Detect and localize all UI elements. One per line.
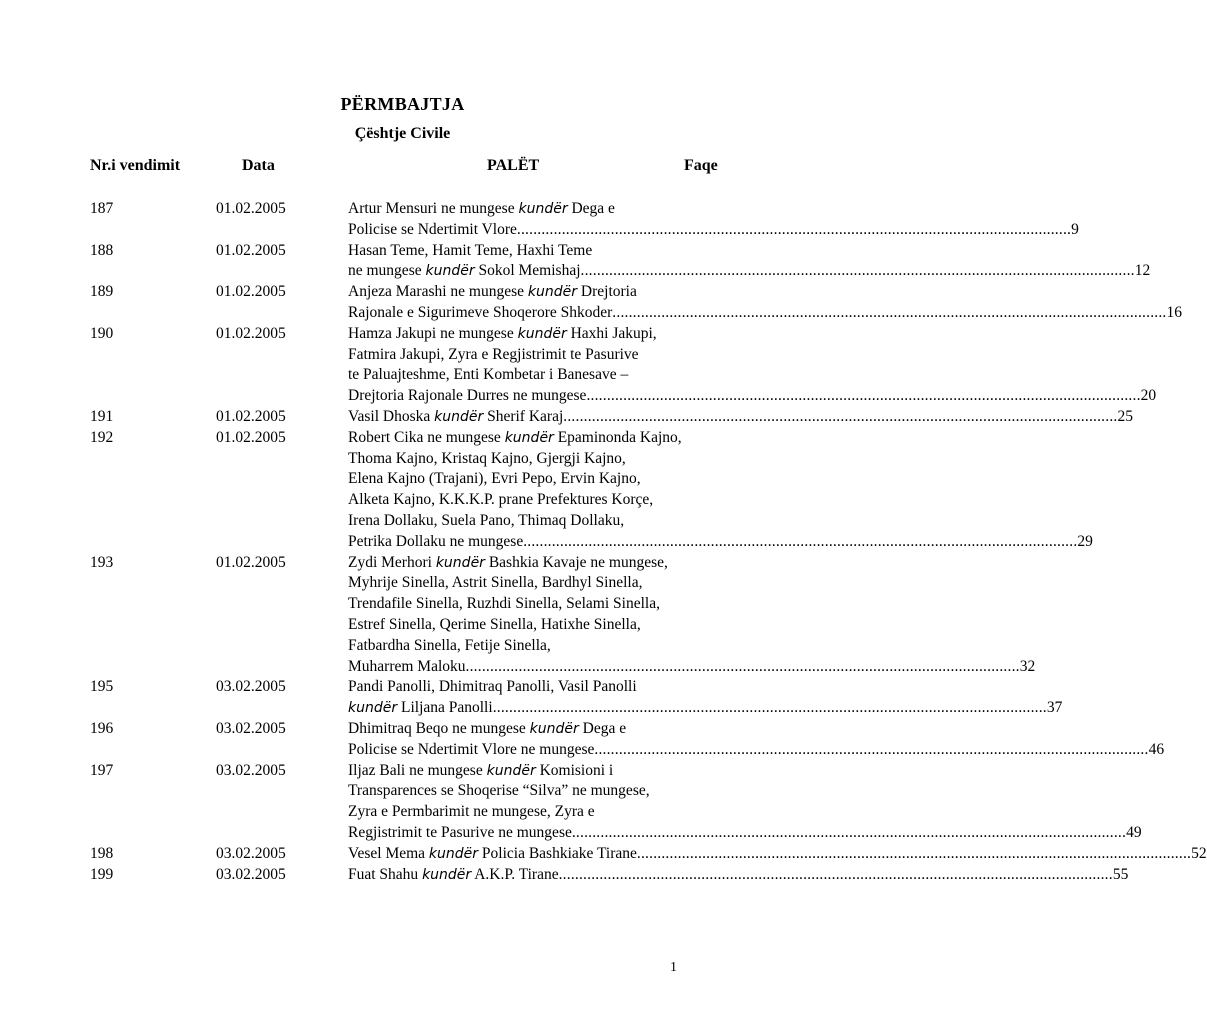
parties-line-text: [348, 386, 586, 407]
dot-leader: ........................................................................................................................................: [586, 387, 1141, 405]
decision-number: 188: [90, 241, 114, 259]
parties-line-text: [348, 657, 466, 678]
parties-line: [348, 865, 1129, 886]
parties-line-text: [348, 595, 660, 612]
parties-line-text: [348, 242, 592, 259]
parties-line-text: [348, 740, 594, 761]
parties-line: [348, 781, 722, 802]
table-row: [0, 241, 1151, 283]
page-reference: 9: [1071, 220, 1079, 238]
table-row: [0, 719, 1165, 761]
table-row: [0, 865, 1129, 886]
parties-line-text: [348, 574, 642, 591]
parties-line: [348, 324, 722, 345]
parties-line: [348, 677, 722, 698]
party-text: Epaminonda Kajno,: [553, 428, 682, 446]
decision-date: 03.02.2005: [216, 844, 286, 862]
parties-line: [348, 261, 1151, 282]
page-reference: 29: [1077, 532, 1093, 550]
parties-line-text: [348, 283, 637, 300]
party-text: Myhrije Sinella, Astrit Sinella, Bardhyl Sinella,: [348, 574, 643, 592]
parties-line: [348, 823, 1142, 844]
parties-line-text: [348, 220, 517, 241]
decision-number: 190: [90, 324, 114, 342]
parties-text: [348, 719, 1165, 761]
page-reference: 12: [1134, 262, 1151, 280]
parties-line: [348, 199, 722, 220]
table-row: [0, 324, 1157, 407]
table-row: [0, 553, 1036, 678]
party-text: Vesel Mema: [348, 844, 429, 862]
parties-line: [348, 844, 1207, 865]
parties-line: [348, 719, 722, 740]
kunder-word: kundër: [435, 554, 485, 571]
party-text: Pandi Panolli, Dhimitraq Panolli, Vasil Panolli: [348, 678, 637, 696]
party-text: ne mungese: [348, 262, 426, 280]
page-reference: 55: [1112, 865, 1129, 883]
parties-line-text: [348, 429, 682, 446]
parties-line-text: [348, 200, 615, 217]
party-text: te Paluajteshme, Enti Kombetar i Banesave –: [348, 366, 629, 384]
parties-line-text: [348, 261, 581, 282]
dot-leader: ........................................................................................................................................: [492, 699, 1047, 717]
kunder-word: kundër: [504, 429, 554, 446]
parties-line-text: [348, 470, 641, 487]
parties-line-text: [348, 303, 612, 324]
page-reference: 49: [1126, 823, 1142, 841]
party-text: Dega e: [578, 719, 627, 737]
party-text: Komisioni i: [535, 761, 614, 779]
parties-line: [348, 428, 722, 449]
parties-line-text: [348, 782, 650, 799]
decision-date: 01.02.2005: [216, 553, 286, 571]
parties-line: [348, 449, 722, 470]
page-reference: 20: [1140, 387, 1157, 405]
contents-list: [0, 199, 1207, 885]
table-row: [0, 428, 1093, 553]
kunder-word: kundër: [428, 845, 479, 862]
parties-line: [348, 573, 722, 594]
parties-line-text: [348, 325, 657, 342]
dot-leader: ........................................................................................................................................: [563, 407, 1118, 425]
parties-line-text: [348, 865, 559, 886]
kunder-word: kundër: [348, 700, 398, 717]
parties-line: [348, 345, 722, 366]
decision-date: 03.02.2005: [216, 678, 286, 696]
table-row: [0, 407, 1133, 428]
dot-leader: ........................................................................................................................................: [571, 823, 1127, 841]
dot-leader: ........................................................................................................................................: [612, 303, 1167, 321]
dot-leader: ........................................................................................................................................: [558, 865, 1113, 883]
header-palet: PALËT: [487, 157, 540, 174]
decision-date: 01.02.2005: [216, 324, 286, 342]
parties-line: [348, 594, 722, 615]
parties-text: [348, 761, 1142, 844]
parties-line: [348, 615, 722, 636]
page-reference: 37: [1046, 699, 1063, 717]
parties-line: [348, 303, 1182, 324]
parties-text: [348, 553, 1036, 678]
party-text: Hamza Jakupi ne mungese: [348, 324, 518, 342]
parties-line: [348, 740, 1165, 761]
party-text: Vasil Dhoska: [348, 407, 435, 425]
party-text: Policia Bashkiake Tirane: [478, 844, 637, 862]
dot-leader: ........................................................................................................................................: [516, 220, 1072, 238]
party-text: Liljana Panolli: [397, 699, 493, 717]
party-text: Zydi Merhori: [348, 553, 436, 571]
parties-line: [348, 365, 722, 386]
table-row: [0, 844, 1207, 865]
party-text: Haxhi Jakupi,: [566, 324, 657, 342]
kunder-word: kundër: [517, 325, 567, 342]
parties-line: [348, 241, 722, 262]
parties-line: [348, 469, 722, 490]
decision-number: 189: [90, 283, 114, 301]
parties-line-text: [348, 407, 563, 428]
page-reference: 25: [1117, 407, 1133, 425]
parties-line-text: [348, 823, 572, 844]
parties-line-text: [348, 554, 668, 571]
party-text: Drejtoria Rajonale Durres ne mungese: [348, 387, 587, 405]
party-text: Artur Mensuri ne mungese: [348, 200, 519, 217]
decision-date: 01.02.2005: [216, 200, 286, 217]
party-text: Transparences se Shoqerise “Silva” ne mungese,: [348, 782, 650, 800]
page-subtitle: Çështje Civile: [354, 125, 451, 142]
party-text: Muharrem Maloku: [348, 657, 466, 675]
table-row: [0, 761, 1142, 844]
decision-number: 199: [90, 865, 114, 883]
kunder-word: kundër: [422, 866, 472, 883]
page-title: PËRMBAJTJA: [340, 94, 465, 114]
parties-line: [348, 220, 1079, 241]
parties-line: [348, 657, 1036, 678]
decision-date: 01.02.2005: [216, 283, 286, 301]
parties-line-text: [348, 698, 493, 719]
party-text: Dega e: [567, 200, 615, 217]
parties-text: [348, 199, 1079, 241]
parties-text: [348, 844, 1207, 865]
parties-line-text: [348, 844, 637, 865]
parties-line-text: [348, 450, 626, 467]
decision-date: 03.02.2005: [216, 719, 286, 737]
header-nr: Nr.i vendimit: [90, 157, 181, 174]
party-text: Alketa Kajno, K.K.K.P. prane Prefektures Korçe,: [348, 491, 654, 509]
kunder-word: kundër: [518, 201, 568, 217]
parties-line-text: [348, 491, 653, 508]
dot-leader: ........................................................................................................................................: [465, 657, 1020, 675]
party-text: Fatmira Jakupi, Zyra e Regjistrimit te Pasurive: [348, 345, 639, 363]
decision-number: 195: [90, 678, 114, 696]
party-text: Estref Sinella, Qerime Sinella, Hatixhe Sinella,: [348, 615, 641, 633]
kunder-word: kundër: [425, 263, 475, 280]
kunder-word: kundër: [486, 762, 536, 779]
decision-date: 01.02.2005: [216, 407, 286, 425]
decision-date: 03.02.2005: [216, 865, 286, 883]
parties-text: [348, 677, 1063, 719]
party-text: Hasan Teme, Hamit Teme, Haxhi Teme: [348, 241, 593, 259]
parties-text: [348, 865, 1129, 886]
party-text: Trendafile Sinella, Ruzhdi Sinella, Selami Sinella,: [348, 595, 660, 613]
decision-number: 198: [90, 844, 114, 862]
party-text: Thoma Kajno, Kristaq Kajno, Gjergji Kajno,: [348, 449, 626, 467]
parties-line: [348, 490, 722, 511]
parties-line-text: [348, 616, 641, 633]
kunder-word: kundër: [527, 284, 578, 301]
header-faqe: Faqe: [684, 157, 718, 174]
party-text: Bashkia Kavaje ne mungese,: [484, 553, 668, 571]
party-text: Dhimitraq Beqo ne mungese: [348, 719, 530, 737]
decision-number: 187: [90, 200, 114, 217]
page-reference: 52: [1191, 844, 1207, 862]
parties-line: [348, 802, 722, 823]
kunder-word: kundër: [434, 408, 484, 425]
parties-text: [348, 407, 1133, 428]
decision-number: 196: [90, 719, 114, 737]
table-row: [0, 282, 1182, 324]
page-reference: 16: [1166, 303, 1182, 321]
decision-date: 01.02.2005: [216, 428, 286, 446]
decision-number: 197: [90, 761, 114, 779]
parties-line-text: [348, 762, 613, 779]
parties-line-text: [348, 803, 595, 820]
party-text: Elena Kajno (Trajani), Evri Pepo, Ervin Kajno,: [348, 470, 641, 488]
parties-text: [348, 324, 1157, 407]
parties-line-text: [348, 637, 551, 654]
parties-line-text: [348, 678, 637, 695]
parties-line: [348, 511, 722, 532]
party-text: Sokol Memishaj: [474, 262, 581, 280]
dot-leader: ........................................................................................................................................: [594, 740, 1149, 758]
decision-date: 01.02.2005: [216, 241, 286, 259]
parties-text: [348, 241, 1151, 283]
party-text: Policise se Ndertimit Vlore ne mungese: [348, 740, 595, 758]
parties-line-text: [348, 512, 624, 529]
decision-number: 191: [90, 407, 114, 425]
dot-leader: ........................................................................................................................................: [580, 262, 1135, 280]
party-text: Drejtoria: [577, 283, 637, 301]
party-text: Zyra e Permbarimit ne mungese, Zyra e: [348, 803, 595, 821]
table-row: [0, 199, 1079, 241]
page-number: 1: [670, 960, 677, 975]
parties-text: [348, 428, 1093, 553]
dot-leader: ........................................................................................................................................: [523, 532, 1078, 550]
party-text: Sherif Karaj: [483, 407, 564, 425]
page-reference: 46: [1148, 740, 1165, 758]
parties-line: [348, 407, 1133, 428]
parties-line: [348, 698, 1063, 719]
parties-line: [348, 282, 722, 303]
parties-line: [348, 532, 1093, 553]
parties-line-text: [348, 366, 628, 383]
party-text: Policise se Ndertimit Vlore: [348, 220, 517, 238]
party-text: A.K.P. Tirane: [471, 865, 559, 883]
party-text: Petrika Dollaku ne mungese: [348, 532, 524, 550]
dot-leader: ........................................................................................................................................: [636, 844, 1192, 862]
decision-number: 193: [90, 553, 114, 571]
parties-line: [348, 761, 722, 782]
table-row: [0, 677, 1063, 719]
kunder-word: kundër: [529, 720, 579, 737]
party-text: Rajonale e Sigurimeve Shoqerore Shkoder: [348, 303, 613, 321]
parties-text: [348, 282, 1182, 324]
parties-line-text: [348, 720, 626, 737]
party-text: Regjistrimit te Pasurive ne mungese: [348, 823, 572, 841]
header-data: Data: [242, 157, 275, 174]
party-text: Anjeza Marashi ne mungese: [348, 283, 528, 301]
parties-line: [348, 386, 1157, 407]
party-text: Fuat Shahu: [348, 865, 423, 883]
party-text: Irena Dollaku, Suela Pano, Thimaq Dollaku,: [348, 511, 625, 529]
parties-line-text: [348, 346, 639, 363]
party-text: Iljaz Bali ne mungese: [348, 761, 487, 779]
decision-number: 192: [90, 428, 114, 446]
party-text: Robert Cika ne mungese: [348, 428, 505, 446]
page-reference: 32: [1019, 657, 1036, 675]
parties-line-text: [348, 532, 523, 553]
decision-date: 03.02.2005: [216, 761, 286, 779]
party-text: Fatbardha Sinella, Fetije Sinella,: [348, 636, 551, 654]
parties-line: [348, 553, 722, 574]
parties-line: [348, 636, 722, 657]
